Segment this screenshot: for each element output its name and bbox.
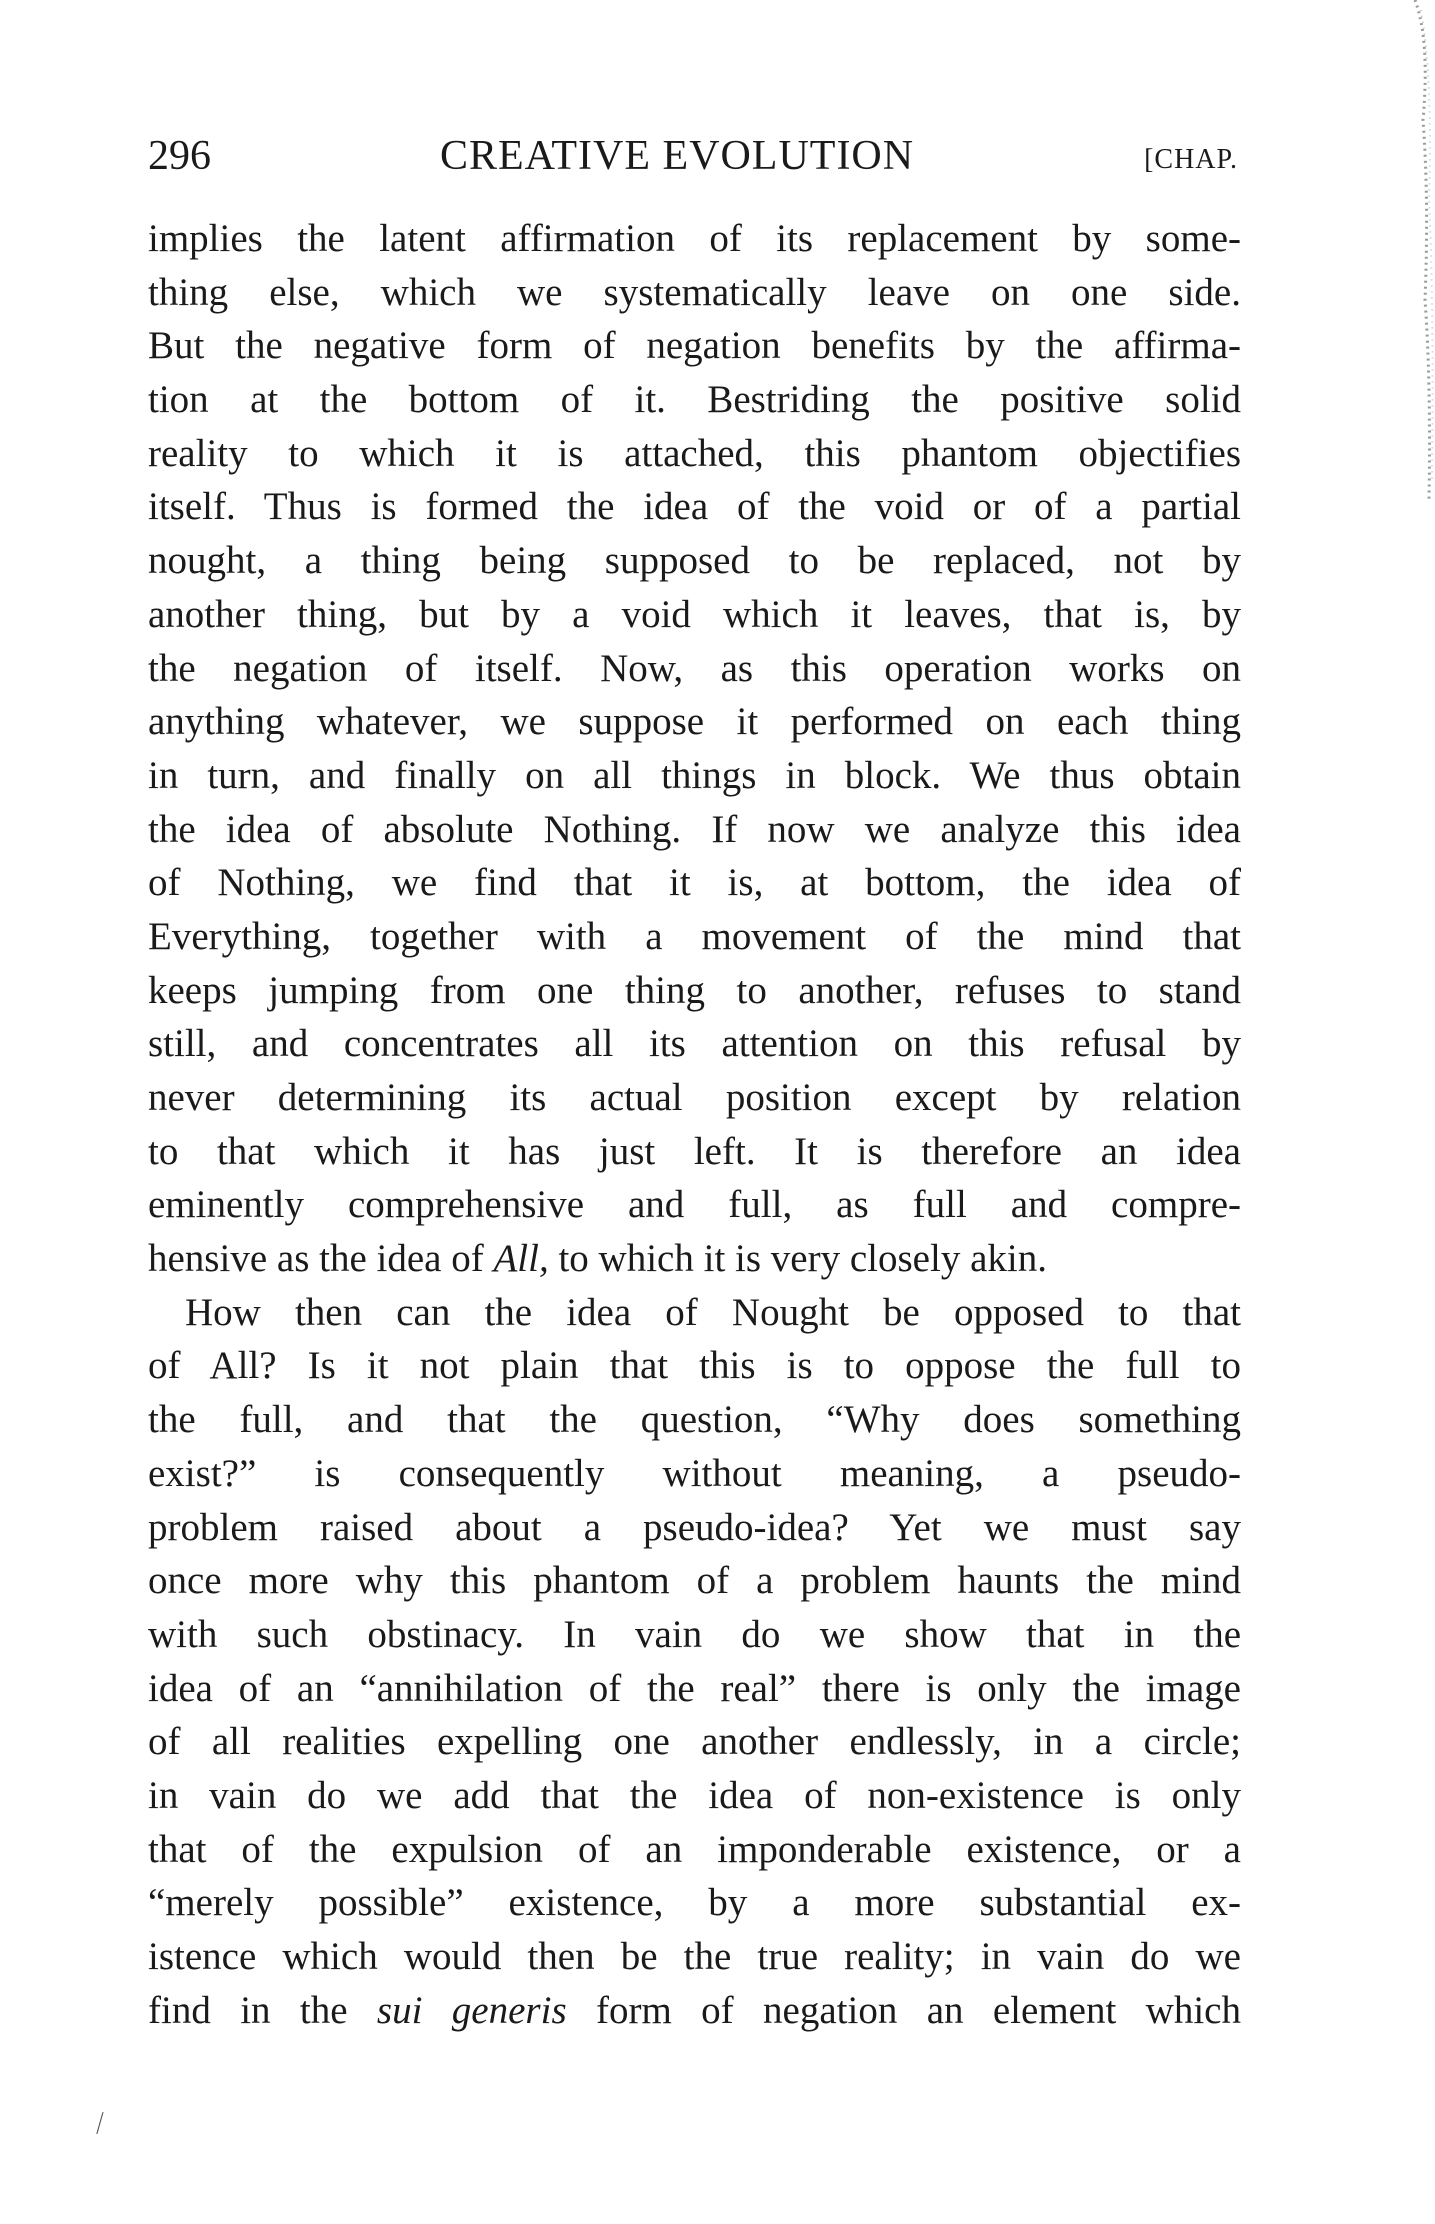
text-line: “merely possible” existence, by a more substantial ex- xyxy=(148,1881,1241,1925)
text-line: in turn, and finally on all things in block. We thus obtain xyxy=(148,753,1241,797)
paragraph-1 xyxy=(148,212,1241,1286)
text-line: thing else, which we systematically leave on one side. xyxy=(148,270,1241,314)
running-head xyxy=(148,124,1238,188)
text-line: of all realities expelling one another endlessly, in a circle; xyxy=(148,1720,1241,1764)
text-line: But the negative form of negation benefits by the affirma- xyxy=(148,324,1241,368)
text-line: that of the expulsion of an imponderable existence, or a xyxy=(148,1827,1241,1871)
text-line: keeps jumping from one thing to another, refuses to stand xyxy=(148,968,1241,1012)
text-line: with such obstinacy. In vain do we show that in the xyxy=(148,1612,1241,1656)
text-line-last xyxy=(148,1232,1241,1286)
page-edge-shadow xyxy=(1385,0,1435,500)
text-line: the idea of absolute Nothing. If now we analyze this idea xyxy=(148,807,1241,851)
italic-term: sui generis xyxy=(376,1988,567,2032)
text-line: istence which would then be the true reality; in vain do we xyxy=(148,1935,1241,1978)
body-text xyxy=(148,212,1241,2037)
text-line: still, and concentrates all its attention on this refusal by xyxy=(148,1022,1241,1066)
text-line: another thing, but by a void which it leaves, that is, by xyxy=(148,592,1241,636)
page-number: 296 xyxy=(148,133,211,179)
text-line: of All? Is it not plain that this is to oppose the full to xyxy=(148,1344,1241,1388)
text-line: problem raised about a pseudo-idea? Yet we must say xyxy=(148,1505,1241,1549)
italic-term: All, xyxy=(493,1237,549,1281)
text-line: once more why this phantom of a problem haunts the mind xyxy=(148,1559,1241,1603)
text-line: in vain do we add that the idea of non-existence is only xyxy=(148,1773,1241,1817)
text-line: never determining its actual position except by relation xyxy=(148,1076,1241,1119)
running-title: CREATIVE EVOLUTION xyxy=(440,133,915,179)
chapter-marker: [CHAP. xyxy=(1144,144,1238,175)
text-run: hensive as the idea of xyxy=(148,1237,494,1281)
text-line: nought, a thing being supposed to be replaced, not by xyxy=(148,539,1241,583)
text-run: find in the xyxy=(148,1988,377,2032)
text-line: the negation of itself. Now, as this operation works on xyxy=(148,646,1241,690)
text-line: the full, and that the question, “Why does something xyxy=(148,1398,1241,1442)
text-line: How then can the idea of Nought be opposed to that xyxy=(185,1290,1241,1334)
paragraph-2 xyxy=(148,1286,1241,2038)
text-line: reality to which it is attached, this phantom objectifies xyxy=(148,431,1241,475)
text-line-last xyxy=(148,1984,1241,2038)
text-line: itself. Thus is formed the idea of the void or of a partial xyxy=(148,485,1241,529)
text-line: idea of an “annihilation of the real” there is only the image xyxy=(148,1666,1241,1710)
text-line: to that which it has just left. It is therefore an idea xyxy=(148,1129,1241,1173)
text-run: to which it is very closely akin. xyxy=(548,1237,1047,1281)
text-line: exist?” is consequently without meaning, a pseudo- xyxy=(148,1451,1241,1495)
text-line: anything whatever, we suppose it performed on each thing xyxy=(148,700,1241,744)
text-line: eminently comprehensive and full, as full and compre- xyxy=(148,1183,1241,1227)
text-line: implies the latent affirmation of its replacement by some- xyxy=(148,217,1241,260)
text-line: Everything, together with a movement of the mind that xyxy=(148,914,1241,958)
margin-mark: ⁄ xyxy=(92,2108,108,2139)
text-line: of Nothing, we find that it is, at bottom, the idea of xyxy=(148,861,1241,905)
text-run: form of negation an element which xyxy=(566,1988,1241,2032)
text-line: tion at the bottom of it. Bestriding the positive solid xyxy=(148,378,1241,422)
